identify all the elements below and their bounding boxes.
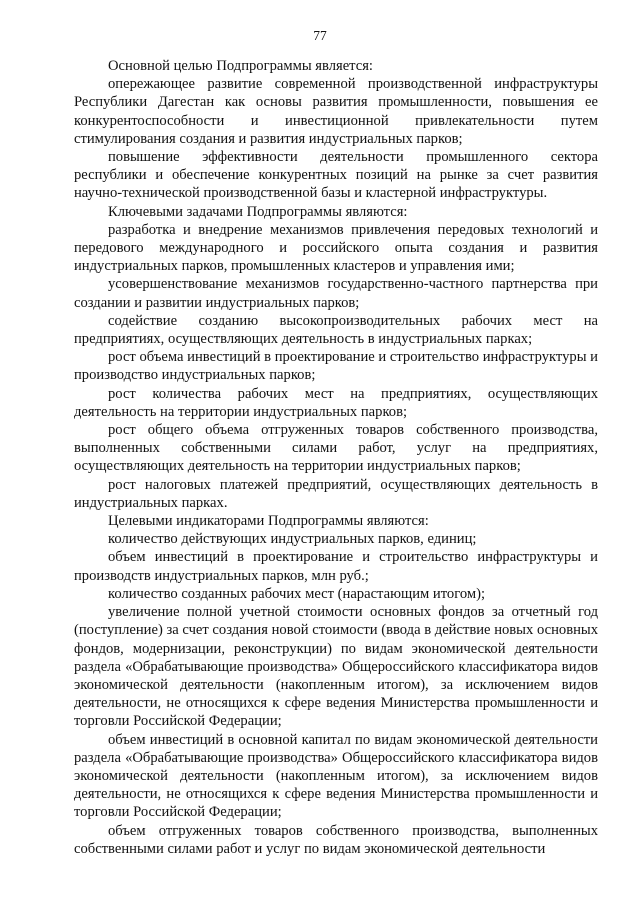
body-paragraph: рост общего объема отгруженных товаров собственного производства, выполненных собственными силами работ, услуг на предприятиях, осуществляющих деятельность на территории индустриальных парков; bbox=[74, 422, 598, 475]
body-paragraph: рост количества рабочих мест на предприятиях, осуществляющих деятельность на территории индустриальных парков; bbox=[74, 385, 598, 420]
body-paragraph: увеличение полной учетной стоимости основных фондов за отчетный год (поступление) за счет создания новой стоимости (ввода в действие новых основных фондов, модернизации, реконструкции) по видам экономической деятельности раздела «Обрабатывающие производства» Общероссийского классификатора видов экономической деятельности (накопленным итогом), за исключением видов деятельности, не относящихся к сфере ведения Министерства промышленности и торговли Российской Федерации; bbox=[74, 604, 598, 730]
body-paragraph: Целевыми индикаторами Подпрограммы являются: bbox=[108, 513, 429, 530]
body-paragraph: содействие созданию высокопроизводительных рабочих мест на предприятиях, осуществляющих деятельность в индустриальных парках; bbox=[74, 312, 598, 348]
body-paragraph: рост налоговых платежей предприятий, осуществляющих деятельность в индустриальных парках. bbox=[74, 476, 598, 511]
body-paragraph: разработка и внедрение механизмов привлечения передовых технологий и передового международного и российского опыта создания и развития индустриальных парков, промышленных кластеров и управления ими; bbox=[74, 221, 598, 275]
body-paragraph: рост объема инвестиций в проектирование и строительство инфраструктуры и производство индустриальных парков; bbox=[74, 349, 598, 384]
body-paragraph: усовершенствование механизмов государственно-частного партнерства при создании и развитии индустриальных парков; bbox=[74, 276, 598, 311]
body-paragraph: количество действующих индустриальных парков, единиц; bbox=[108, 531, 477, 548]
page-number: 77 bbox=[313, 28, 327, 43]
body-paragraph: объем инвестиций в проектирование и строительство инфраструктуры и производств индустриальных парков, млн руб.; bbox=[74, 549, 598, 584]
body-paragraph: повышение эффективности деятельности промышленного сектора республики и обеспечение конкурентных позиций на рынке за счет развития научно-технической производственной базы и кластерной инфраструктуры. bbox=[74, 149, 598, 202]
body-paragraph: количество созданных рабочих мест (нарастающим итогом); bbox=[108, 585, 486, 602]
body-paragraph: объем отгруженных товаров собственного производства, выполненных собственными силами работ и услуг по видам экономической деятельности bbox=[74, 822, 598, 857]
body-paragraph: опережающее развитие современной производственной инфраструктуры Республики Дагестан как основы развития промышленности, повышения ее конкурентоспособности и инвестиционной привлекательности путем стимулирования создания и развития индустриальных парков; bbox=[74, 76, 598, 147]
body-paragraph: Основной целью Подпрограммы является: bbox=[108, 58, 373, 74]
document-body bbox=[74, 57, 598, 858]
body-paragraph: Ключевыми задачами Подпрограммы являются: bbox=[108, 203, 408, 220]
body-paragraph: объем инвестиций в основной капитал по видам экономической деятельности раздела «Обрабатывающие производства» Общероссийского классификатора видов экономической деятельности (накопленным итогом), за исключением видов деятельности, не относящихся к сфере ведения Министерства промышленности и торговли Российской Федерации; bbox=[74, 731, 598, 821]
